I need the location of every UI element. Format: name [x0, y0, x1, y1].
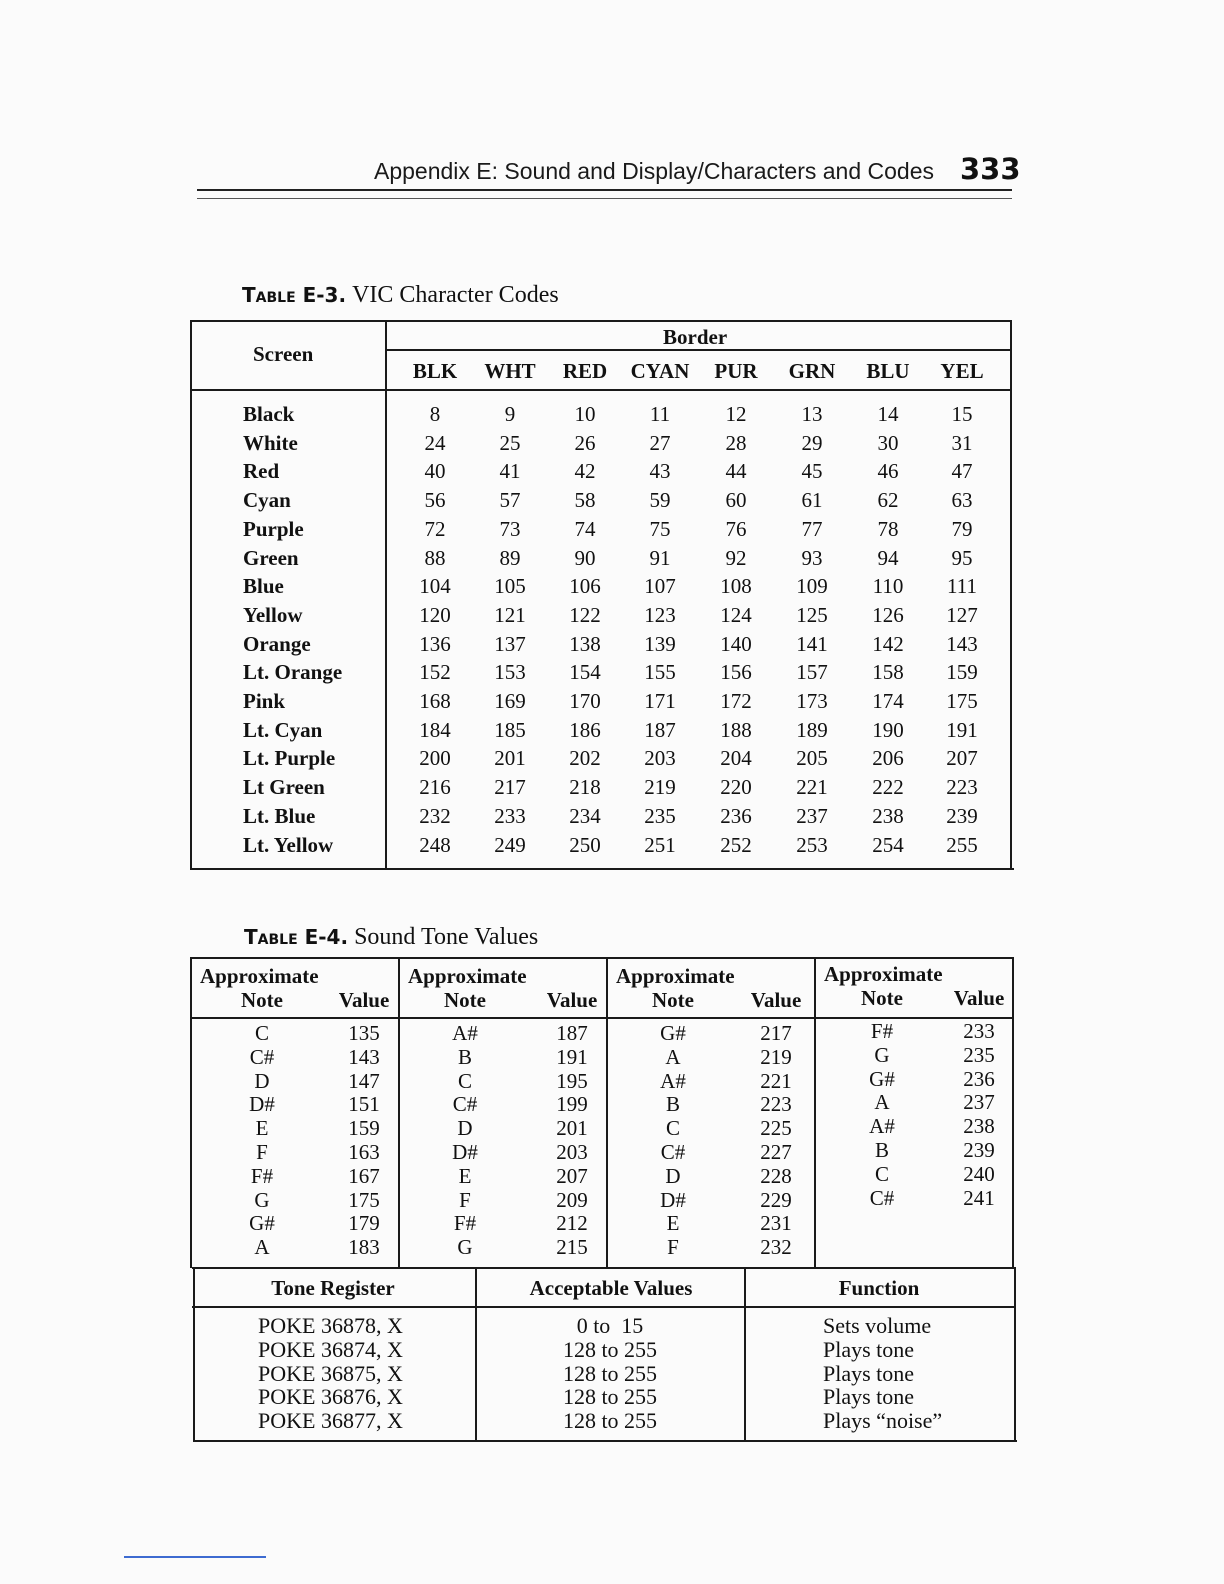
value-cell: 187	[644, 717, 676, 742]
value-cell: 216	[419, 775, 451, 800]
note-cell: D#	[452, 1140, 478, 1164]
value-cell: 14	[877, 402, 899, 426]
tone-value-cell: 167	[348, 1163, 380, 1188]
value-cell: 203	[644, 746, 676, 771]
value-cell: 93	[801, 545, 823, 570]
value-cell: 254	[872, 832, 904, 857]
value-cell: 235	[644, 803, 676, 828]
value-cell: 59	[649, 488, 671, 513]
row-label: Lt. Blue	[243, 803, 316, 828]
value-cell: 26	[574, 430, 596, 455]
value-cell: 40	[424, 459, 446, 484]
approximate-header: Approximate	[200, 964, 319, 988]
value-cell: 142	[872, 631, 904, 656]
running-header-title: Appendix E: Sound and Display/Characters and Codes	[373, 158, 934, 184]
value-cell: 25	[499, 430, 521, 455]
acceptable-values-cell: 0 to 15	[576, 1313, 644, 1338]
value-cell: 60	[725, 488, 747, 513]
value-cell: 24	[424, 430, 446, 455]
value-cell: 136	[419, 631, 451, 656]
value-cell: 250	[569, 832, 601, 857]
tone-register-cell: POKE 36876, X	[258, 1384, 403, 1410]
value-cell: 139	[644, 631, 676, 656]
value-cell: 137	[494, 631, 526, 656]
tone-value-cell: 238	[963, 1114, 995, 1139]
value-cell: 154	[569, 660, 601, 685]
value-cell: 248	[419, 832, 451, 857]
value-cell: 76	[725, 516, 747, 541]
tone-value-cell: 135	[348, 1021, 380, 1045]
value-cell: 111	[947, 574, 977, 599]
row-label: Orange	[243, 631, 311, 656]
value-cell: 189	[796, 717, 828, 742]
tone-register-cell: POKE 36874, X	[258, 1336, 403, 1362]
value-cell: 233	[494, 803, 526, 828]
note-cell: A#	[869, 1114, 895, 1139]
tone-value-cell: 179	[348, 1211, 380, 1236]
note-cell: G#	[660, 1021, 686, 1045]
tone-value-cell: 235	[963, 1042, 995, 1067]
note-cell: D	[665, 1163, 681, 1188]
row-label: Blue	[243, 574, 284, 599]
value-header: Value	[953, 986, 1005, 1010]
value-cell: 28	[725, 430, 747, 455]
value-cell: 205	[796, 746, 828, 771]
note-cell: C	[874, 1161, 889, 1186]
row-label: Yellow	[243, 602, 303, 627]
value-cell: 251	[644, 832, 676, 857]
value-cell: 219	[644, 775, 676, 800]
value-cell: 104	[419, 574, 451, 599]
column-header-blk: BLK	[412, 359, 458, 383]
value-cell: 200	[419, 746, 451, 771]
value-cell: 222	[872, 775, 904, 800]
tone-value-cell: 209	[556, 1187, 588, 1212]
note-cell: C	[665, 1116, 680, 1141]
value-cell: 223	[946, 775, 978, 800]
value-cell: 57	[499, 488, 521, 513]
value-cell: 10	[574, 402, 596, 426]
value-cell: 89	[499, 545, 521, 570]
note-cell: G	[874, 1042, 890, 1067]
column-header-grn: GRN	[788, 359, 836, 383]
note-cell: A#	[660, 1068, 686, 1093]
tone-value-cell: 237	[963, 1090, 995, 1115]
tone-value-cell: 143	[348, 1044, 380, 1069]
value-cell: 155	[644, 660, 676, 685]
value-cell: 74	[574, 516, 596, 541]
value-cell: 46	[877, 459, 899, 484]
value-cell: 168	[419, 689, 451, 713]
column-header-pur: PUR	[714, 359, 758, 383]
value-cell: 239	[946, 803, 978, 828]
note-cell: A	[254, 1235, 270, 1260]
tone-value-cell: 229	[760, 1187, 792, 1212]
table-e4-title: Sound Tone Values	[354, 924, 539, 950]
value-header: Value	[546, 988, 598, 1012]
value-cell: 90	[574, 545, 596, 570]
value-cell: 152	[419, 660, 451, 685]
value-cell: 174	[872, 689, 904, 713]
function-cell: Plays tone	[823, 1360, 915, 1386]
note-cell: C	[254, 1021, 269, 1045]
note-cell: C#	[452, 1092, 478, 1117]
value-header: Value	[750, 988, 802, 1012]
header-rule-thin	[197, 198, 1012, 199]
tone-value-cell: 175	[348, 1187, 380, 1212]
value-cell: 221	[796, 775, 828, 800]
value-cell: 173	[796, 689, 828, 713]
footer-mark	[124, 1556, 266, 1558]
value-cell: 234	[569, 803, 601, 828]
function-cell: Sets volume	[823, 1313, 932, 1338]
function-cell: Plays “noise”	[823, 1408, 943, 1434]
tone-value-cell: 240	[963, 1161, 995, 1186]
tone-register-cell: POKE 36877, X	[258, 1408, 403, 1434]
value-cell: 217	[494, 775, 526, 800]
border-header: Border	[663, 325, 728, 349]
value-cell: 120	[419, 602, 451, 627]
value-cell: 138	[569, 631, 601, 656]
tone-value-cell: 239	[963, 1138, 995, 1162]
column-header-wht: WHT	[484, 359, 536, 383]
value-cell: 122	[569, 602, 601, 627]
value-cell: 30	[877, 430, 899, 455]
note-header: Note	[652, 988, 694, 1012]
note-cell: E	[458, 1163, 472, 1188]
page-number: 333	[960, 152, 1021, 186]
note-cell: F	[256, 1140, 268, 1164]
value-cell: 218	[569, 775, 601, 800]
note-cell: C	[457, 1068, 472, 1093]
note-cell: G#	[249, 1211, 275, 1236]
value-cell: 207	[946, 746, 978, 771]
value-cell: 158	[872, 660, 904, 685]
value-cell: 43	[649, 459, 671, 484]
tone-value-cell: 219	[760, 1044, 792, 1069]
value-cell: 47	[951, 459, 973, 484]
column-header-blu: BLU	[866, 359, 910, 383]
tone-register-cell: POKE 36875, X	[258, 1360, 403, 1386]
tone-value-cell: 221	[760, 1068, 792, 1093]
tone-value-cell: 212	[556, 1211, 588, 1236]
value-cell: 171	[644, 689, 676, 713]
tone-value-cell: 151	[348, 1092, 380, 1117]
value-cell: 108	[720, 574, 752, 599]
acceptable-values-cell: 128 to 255	[562, 1360, 658, 1386]
note-cell: A#	[452, 1021, 478, 1045]
value-cell: 107	[644, 574, 676, 599]
note-cell: G	[457, 1235, 473, 1260]
value-cell: 41	[499, 459, 521, 484]
approximate-header: Approximate	[616, 964, 735, 988]
value-cell: 110	[872, 574, 904, 599]
column-header-red: RED	[562, 359, 608, 383]
note-cell: D#	[660, 1187, 686, 1212]
value-cell: 75	[649, 516, 671, 541]
table-e3-caption	[242, 282, 559, 309]
tone-value-cell: 225	[760, 1116, 792, 1141]
value-cell: 169	[494, 689, 526, 713]
value-cell: 125	[796, 602, 828, 627]
value-cell: 123	[644, 602, 676, 627]
tone-value-cell: 217	[760, 1021, 792, 1045]
function-cell: Plays tone	[823, 1336, 915, 1362]
value-cell: 56	[424, 488, 446, 513]
acceptable-values-cell: 128 to 255	[562, 1408, 658, 1434]
value-cell: 201	[494, 746, 526, 771]
value-cell: 29	[801, 430, 823, 455]
approximate-header: Approximate	[408, 964, 527, 988]
tone-value-cell: 147	[348, 1068, 380, 1093]
value-cell: 206	[872, 746, 904, 771]
tone-value-cell: 207	[556, 1163, 588, 1188]
column-header-yel: YEL	[940, 359, 984, 383]
note-cell: F	[667, 1235, 679, 1260]
value-cell: 121	[494, 602, 526, 627]
value-cell: 95	[951, 545, 973, 570]
tone-value-cell: 232	[760, 1235, 792, 1260]
value-cell: 9	[504, 402, 516, 426]
value-cell: 153	[494, 660, 526, 685]
table-e4-caption	[244, 924, 538, 951]
row-label: Green	[243, 545, 299, 570]
value-cell: 170	[569, 689, 601, 713]
tone-value-cell: 183	[348, 1235, 380, 1260]
value-cell: 126	[872, 602, 904, 627]
value-cell: 105	[494, 574, 526, 599]
value-cell: 61	[801, 488, 823, 513]
acceptable-values-cell: 128 to 255	[562, 1336, 658, 1362]
value-cell: 188	[720, 717, 752, 742]
row-label: Cyan	[243, 488, 291, 513]
row-label: Purple	[243, 516, 304, 541]
value-header: Value	[338, 988, 390, 1012]
note-header: Note	[861, 986, 903, 1010]
tone-value-cell: 227	[760, 1140, 792, 1164]
value-cell: 91	[649, 545, 671, 570]
note-cell: B	[665, 1092, 680, 1117]
note-cell: A	[665, 1044, 681, 1069]
tone-value-cell: 201	[556, 1116, 588, 1141]
value-cell: 13	[801, 402, 823, 426]
value-cell: 252	[720, 832, 752, 857]
note-cell: D	[457, 1116, 473, 1141]
value-cell: 191	[946, 717, 978, 742]
note-cell: F	[459, 1187, 471, 1212]
value-cell: 45	[801, 459, 823, 484]
value-cell: 175	[946, 689, 978, 713]
value-cell: 141	[796, 631, 828, 656]
table-e3-label: Table E-3.	[242, 283, 347, 307]
note-cell: G#	[869, 1066, 895, 1091]
row-label: Lt. Purple	[243, 746, 336, 771]
value-cell: 44	[725, 459, 747, 484]
note-header: Note	[444, 988, 486, 1012]
value-cell: 143	[946, 631, 978, 656]
tone-value-cell: 199	[556, 1092, 588, 1117]
value-cell: 140	[720, 631, 752, 656]
approximate-header: Approximate	[824, 962, 943, 986]
row-label: Red	[243, 459, 280, 484]
note-cell: D#	[249, 1092, 275, 1117]
value-cell: 94	[877, 545, 899, 570]
tone-value-cell: 195	[556, 1068, 588, 1093]
note-cell: D	[254, 1068, 270, 1093]
value-cell: 202	[569, 746, 601, 771]
note-cell: G	[254, 1187, 270, 1212]
screen-header: Screen	[253, 342, 314, 366]
column-header-cyan: CYAN	[630, 359, 690, 383]
tone-value-cell: 163	[348, 1140, 380, 1164]
value-cell: 204	[720, 746, 752, 771]
note-cell: F#	[250, 1163, 274, 1188]
tone-value-cell: 231	[760, 1211, 792, 1236]
tone-value-cell: 223	[760, 1092, 792, 1117]
value-cell: 15	[951, 402, 973, 426]
tone-value-cell: 233	[963, 1019, 995, 1043]
note-cell: B	[457, 1044, 472, 1069]
value-cell: 106	[569, 574, 601, 599]
value-cell: 72	[424, 516, 446, 541]
value-cell: 8	[429, 402, 441, 426]
tone-value-cell: 236	[963, 1066, 995, 1091]
tone-value-cell: 215	[556, 1235, 588, 1260]
row-label: Black	[243, 402, 295, 426]
value-cell: 12	[725, 402, 747, 426]
note-cell: E	[666, 1211, 680, 1236]
acceptable-values-cell: 128 to 255	[562, 1384, 658, 1410]
value-cell: 253	[796, 832, 828, 857]
row-label: Lt. Yellow	[243, 832, 334, 857]
row-label: Lt. Orange	[243, 660, 343, 685]
value-cell: 63	[951, 488, 973, 513]
value-cell: 73	[499, 516, 521, 541]
value-cell: 11	[649, 402, 671, 426]
value-cell: 156	[720, 660, 752, 685]
tone-value-cell: 159	[348, 1116, 380, 1141]
tone-value-cell: 187	[556, 1021, 588, 1045]
note-cell: C#	[869, 1185, 895, 1210]
value-cell: 186	[569, 717, 601, 742]
row-label: Pink	[243, 689, 286, 713]
value-cell: 157	[796, 660, 828, 685]
note-cell: A	[874, 1090, 890, 1115]
value-cell: 184	[419, 717, 451, 742]
tone-register-header: Tone Register	[271, 1276, 395, 1300]
value-cell: 109	[796, 574, 828, 599]
value-cell: 236	[720, 803, 752, 828]
tone-value-cell: 228	[760, 1163, 792, 1188]
note-cell: B	[874, 1138, 889, 1162]
value-cell: 237	[796, 803, 828, 828]
note-cell: E	[255, 1116, 269, 1141]
row-label: White	[243, 430, 298, 455]
note-cell: C#	[660, 1140, 686, 1164]
value-cell: 27	[649, 430, 671, 455]
note-cell: C#	[249, 1044, 275, 1069]
value-cell: 159	[946, 660, 978, 685]
tone-value-cell: 241	[963, 1185, 995, 1210]
tone-value-cell: 191	[556, 1044, 588, 1069]
acceptable-values-header: Acceptable Values	[529, 1276, 693, 1300]
value-cell: 92	[725, 545, 747, 570]
value-cell: 62	[877, 488, 899, 513]
value-cell: 78	[877, 516, 899, 541]
tone-register-cell: POKE 36878, X	[258, 1313, 403, 1338]
note-cell: F#	[870, 1019, 894, 1043]
row-label: Lt Green	[243, 775, 325, 800]
value-cell: 79	[951, 516, 973, 541]
value-cell: 232	[419, 803, 451, 828]
value-cell: 172	[720, 689, 752, 713]
value-cell: 255	[946, 832, 978, 857]
row-label: Lt. Cyan	[243, 717, 323, 742]
value-cell: 124	[720, 602, 752, 627]
note-header: Note	[241, 988, 283, 1012]
table-e4-label: Table E-4.	[244, 925, 349, 949]
header-rule	[197, 189, 1012, 191]
tone-value-cell: 203	[556, 1140, 588, 1164]
function-cell: Plays tone	[823, 1384, 915, 1410]
value-cell: 127	[946, 602, 978, 627]
value-cell: 238	[872, 803, 904, 828]
value-cell: 42	[574, 459, 596, 484]
value-cell: 185	[494, 717, 526, 742]
value-cell: 88	[424, 545, 446, 570]
value-cell: 31	[951, 430, 973, 455]
note-cell: F#	[453, 1211, 477, 1236]
value-cell: 58	[574, 488, 596, 513]
table-e3-title: VIC Character Codes	[352, 282, 559, 308]
value-cell: 190	[872, 717, 904, 742]
value-cell: 220	[720, 775, 752, 800]
value-cell: 249	[494, 832, 526, 857]
function-header: Function	[838, 1276, 920, 1300]
value-cell: 77	[801, 516, 823, 541]
